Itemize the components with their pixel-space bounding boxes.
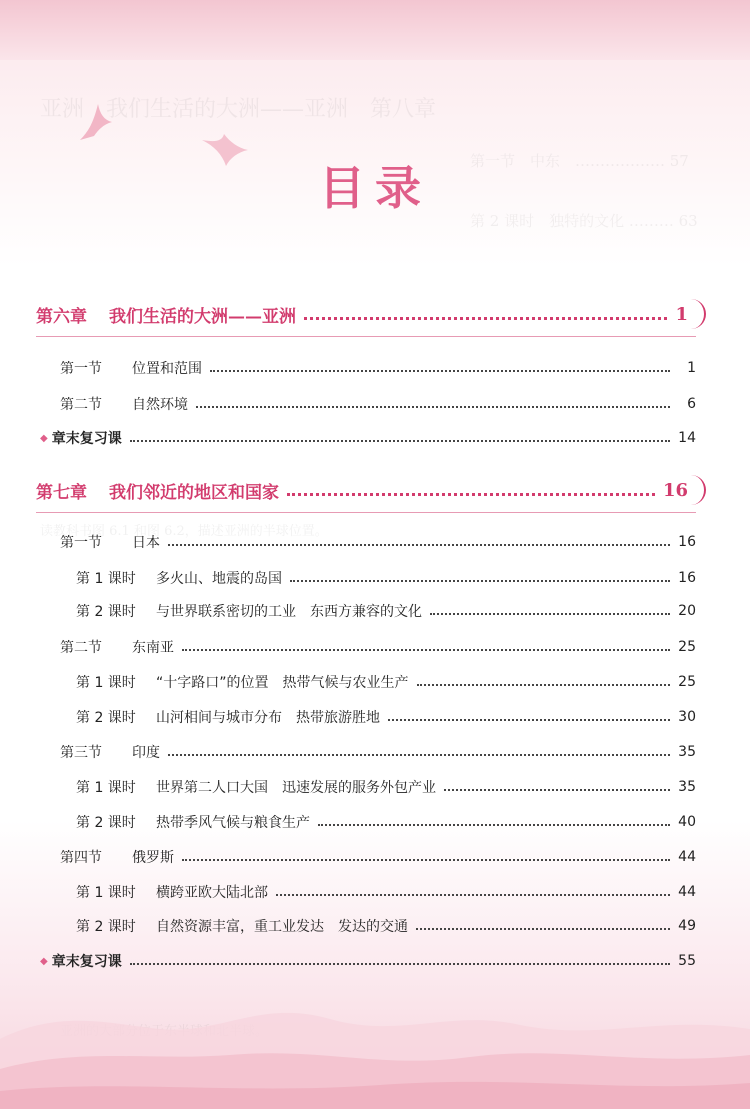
lesson-title: 多火山、地震的岛国 — [156, 571, 282, 587]
leader-dots — [168, 544, 670, 546]
lesson-number: 第 1 课时 — [76, 675, 136, 691]
section-page: 35 — [678, 744, 696, 760]
show-through-text: 第一节 中东 ……………… 57 — [470, 152, 689, 170]
toc-entry-section[interactable] — [60, 529, 696, 555]
section-number: 第四节 — [60, 850, 102, 866]
lesson-page: 16 — [678, 570, 696, 586]
section-number: 第二节 — [60, 397, 102, 413]
show-through-text: 读教科书图 6.1 和图 6.2，描述亚洲的半球位置。 — [40, 524, 328, 539]
lesson-page: 30 — [678, 709, 696, 725]
section-title: 日本 — [132, 535, 160, 551]
page-bracket — [690, 299, 706, 329]
chapter-title: 我们邻近的地区和国家 — [109, 482, 279, 503]
review-title: 章末复习课 — [51, 954, 122, 970]
toc-entry-lesson[interactable] — [76, 774, 696, 800]
leader-dots — [196, 406, 670, 408]
lesson-number: 第 2 课时 — [76, 710, 136, 726]
lesson-title: 横跨亚欧大陆北部 — [156, 885, 268, 901]
bird-icon — [76, 100, 116, 144]
leader-dots — [276, 894, 670, 896]
review-page: 55 — [678, 953, 696, 969]
leader-dots — [290, 580, 670, 582]
lesson-title: 世界第二人口大国 迅速发展的服务外包产业 — [156, 780, 436, 796]
lesson-number: 第 2 课时 — [76, 604, 136, 620]
toc-entry-section[interactable] — [60, 844, 696, 870]
leader-dots — [430, 613, 670, 615]
lesson-number: 第 2 课时 — [76, 815, 136, 831]
lesson-title: 山河相间与城市分布 热带旅游胜地 — [156, 710, 380, 726]
section-page: 44 — [678, 849, 696, 865]
lesson-number: 第 1 课时 — [76, 885, 136, 901]
toc-entry-section[interactable] — [60, 634, 696, 660]
chapter-title: 我们生活的大洲——亚洲 — [109, 306, 296, 327]
toc-entry-lesson[interactable] — [76, 809, 696, 835]
diamond-icon: ◆ — [40, 955, 48, 967]
toc-entry-section[interactable] — [60, 391, 696, 417]
review-page: 14 — [678, 430, 696, 446]
show-through-text: 第 2 课时 独特的文化 ……… 63 — [470, 212, 698, 230]
section-page: 16 — [678, 534, 696, 550]
lesson-page: 25 — [678, 674, 696, 690]
toc-entry-review[interactable] — [40, 425, 696, 451]
lesson-page: 20 — [678, 603, 696, 619]
toc-entry-lesson[interactable] — [76, 565, 696, 591]
chapter-page: 1 — [675, 303, 688, 325]
section-title: 位置和范围 — [132, 361, 202, 377]
toc-entry-lesson[interactable] — [76, 669, 696, 695]
chapter-divider — [36, 512, 696, 513]
lesson-title: “十字路口”的位置 热带气候与农业生产 — [156, 675, 409, 691]
leader-dots — [210, 370, 670, 372]
leader-dots — [318, 824, 670, 826]
leader-dots — [417, 684, 670, 686]
section-number: 第一节 — [60, 361, 102, 377]
leader-dots — [182, 649, 670, 651]
chapter-page: 16 — [662, 479, 688, 501]
leader-dots — [168, 754, 670, 756]
lesson-page: 44 — [678, 884, 696, 900]
lesson-title: 与世界联系密切的工业 东西方兼容的文化 — [156, 604, 422, 620]
review-title: 章末复习课 — [51, 431, 122, 447]
section-number: 第一节 — [60, 535, 102, 551]
diamond-icon: ◆ — [40, 432, 48, 444]
top-decorative-band — [0, 0, 750, 60]
section-title: 印度 — [132, 745, 160, 761]
section-page: 6 — [687, 396, 696, 412]
lesson-page: 35 — [678, 779, 696, 795]
lesson-number: 第 1 课时 — [76, 780, 136, 796]
section-title: 东南亚 — [132, 640, 174, 656]
chapter-heading[interactable] — [36, 296, 706, 332]
chapter-heading[interactable] — [36, 472, 706, 508]
toc-entry-section[interactable] — [60, 355, 696, 381]
toc-entry-lesson[interactable] — [76, 879, 696, 905]
leader-dots — [304, 317, 667, 320]
section-number: 第二节 — [60, 640, 102, 656]
lesson-page: 49 — [678, 918, 696, 934]
page-bracket — [690, 475, 706, 505]
leader-dots — [130, 440, 670, 442]
page-title: 目录 — [319, 161, 431, 215]
toc-entry-lesson[interactable] — [76, 704, 696, 730]
lesson-number: 第 2 课时 — [76, 919, 136, 935]
section-page: 1 — [687, 360, 696, 376]
lesson-title: 热带季风气候与粮食生产 — [156, 815, 310, 831]
leader-dots — [182, 859, 670, 861]
section-title: 俄罗斯 — [132, 850, 174, 866]
leader-dots — [444, 789, 670, 791]
lesson-page: 40 — [678, 814, 696, 830]
toc-entry-lesson[interactable] — [76, 598, 696, 624]
toc-entry-section[interactable] — [60, 739, 696, 765]
chapter-divider — [36, 336, 696, 337]
chapter-number: 第七章 — [36, 482, 87, 503]
lesson-title: 自然资源丰富，重工业发达 发达的交通 — [156, 919, 408, 935]
section-title: 自然环境 — [132, 397, 188, 413]
mountain-illustration — [0, 929, 750, 1109]
section-number: 第三节 — [60, 745, 102, 761]
section-page: 25 — [678, 639, 696, 655]
leader-dots — [287, 493, 655, 496]
leader-dots — [388, 719, 670, 721]
lesson-number: 第 1 课时 — [76, 571, 136, 587]
show-through-text: 亚洲 我们生活的大洲——亚洲 第八章 — [40, 97, 437, 122]
chapter-number: 第六章 — [36, 306, 87, 327]
